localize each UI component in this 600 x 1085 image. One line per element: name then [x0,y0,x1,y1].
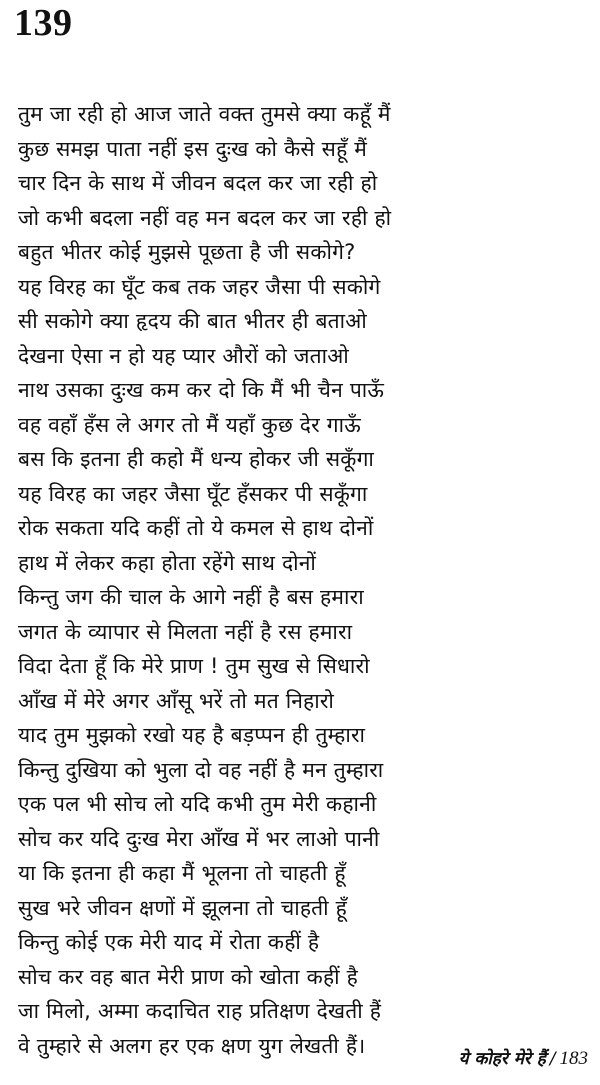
poem-line: सोच कर यदि दुःख मेरा आँख में भर लाओ पानी [18,826,380,851]
poem-line: चार दिन के साथ में जीवन बदल कर जा रही हो [18,171,378,195]
footer-separator: / [549,1049,556,1069]
poem-line: या कि इतना ही कहा मैं भूलना तो चाहती हूँ [18,861,346,885]
poem-line: नाथ उसका दुःख कम कर दो कि मैं भी चैन पाऊँ [18,378,385,402]
poem-line: तुम जा रही हो आज जाते वक्त तुमसे क्या कहूँ मैं [18,102,391,126]
poem-text [18,97,593,1063]
poem-line: यह विरह का जहर जैसा घूँट हँसकर पी सकूँगा [18,481,368,506]
poem-line: याद तुम मुझको रखो यह है बड़प्पन ही तुम्हारा [18,723,366,747]
poem-line: किन्तु कोई एक मेरी याद में रोता कहीं है [18,930,320,954]
footer-book-title: ये कोहरे मेरे हैं [458,1049,546,1069]
poem-line: कुछ समझ पाता नहीं इस दुःख को कैसे सहूँ मैं [18,136,368,161]
poem-line: बस कि इतना ही कहो मैं धन्य होकर जी सकूँगा [18,447,375,471]
poem-number: 139 [14,2,73,44]
poem-line: जा मिलो, अम्मा कदाचित राह प्रतिक्षण देखती हैं [18,999,382,1023]
poem-line: सी सकोगे क्या हृदय की बात भीतर ही बताओ [18,309,367,333]
poem-line: वे तुम्हारे से अलग हर एक क्षण युग लेखती हैं। [18,1033,366,1058]
poem-line: किन्तु दुखिया को भुला दो वह नहीं है मन तुम्हारा [18,757,384,782]
poem-line: जगत के व्यापार से मिलता नहीं है रस हमारा [18,619,353,644]
page-footer [459,1047,588,1071]
poem-line: यह विरह का घूँट कब तक जहर जैसा पी सकोगे [18,274,381,299]
poem-line: वह वहाँ हँस ले अगर तो मैं यहाँ कुछ देर गाऊँ [18,412,361,437]
poem-line: सोच कर वह बात मेरी प्राण को खोता कहीं है [18,964,359,989]
poem-line: आँख में मेरे अगर आँसू भरें तो मत निहारो [18,688,335,713]
poem-line: किन्तु जग की चाल के आगे नहीं है बस हमारा [18,585,364,609]
poem-line: बहुत भीतर कोई मुझसे पूछता है जी सकोगे? [18,240,356,264]
poem-line: एक पल भी सोच लो यदि कभी तुम मेरी कहानी [18,792,377,816]
poem-line: सुख भरे जीवन क्षणों में झूलना तो चाहती हूँ [18,895,348,920]
poem-line: हाथ में लेकर कहा होता रहेंगे साथ दोनों [18,550,317,575]
footer-page-number: 183 [559,1048,588,1069]
poem-line: जो कभी बदला नहीं वह मन बदल कर जा रही हो [18,205,392,230]
poem-line: देखना ऐसा न हो यह प्यार औरों को जताओ [18,343,349,368]
poem-line: रोक सकता यदि कहीं तो ये कमल से हाथ दोनों [18,516,374,540]
poem-line: विदा देता हूँ कि मेरे प्राण ! तुम सुख से सिधारो [18,654,370,678]
